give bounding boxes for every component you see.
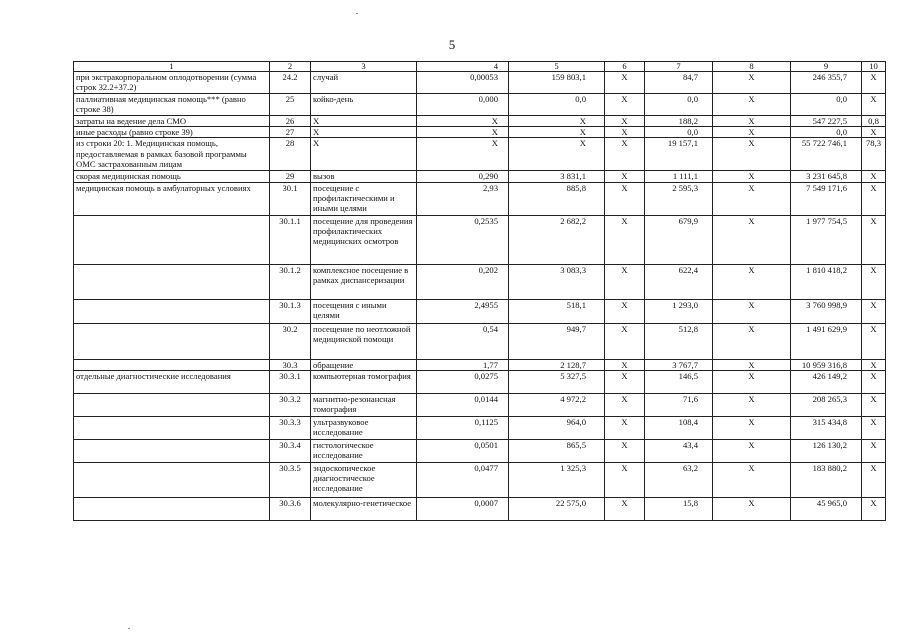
cell-c1: иные расходы (равно строке 39) — [74, 127, 270, 138]
cell-c2: 30.2 — [270, 323, 311, 359]
cell-c10: X — [862, 416, 886, 439]
cell-c3: гистологическое исследование — [311, 439, 417, 462]
table-row — [74, 497, 886, 520]
cell-c3: магнитно-резонансная томография — [311, 393, 417, 416]
cell-c10: X — [862, 94, 886, 116]
cell-c1 — [74, 264, 270, 299]
cell-c1: паллиативная медицинская помощь*** (равно строке 38) — [74, 94, 270, 116]
cell-c5: 4 972,2 — [509, 393, 605, 416]
cell-c4: 0,0144 — [417, 393, 509, 416]
cell-c3: X — [311, 138, 417, 171]
cell-c4: X — [417, 116, 509, 127]
cell-c10: X — [862, 215, 886, 264]
cell-c8: X — [713, 182, 791, 215]
cell-c5: 1 325,3 — [509, 462, 605, 497]
cell-c7: 188,2 — [645, 116, 713, 127]
cell-c1 — [74, 215, 270, 264]
cell-c7: 108,4 — [645, 416, 713, 439]
cell-c6: X — [605, 127, 645, 138]
cell-c9: 426 149,2 — [791, 370, 862, 393]
cell-c10: X — [862, 497, 886, 520]
cell-c3: койко-день — [311, 94, 417, 116]
cell-c4: X — [417, 127, 509, 138]
cell-c10: 78,3 — [862, 138, 886, 171]
cell-c10: X — [862, 72, 886, 94]
cell-c2: 30.1.2 — [270, 264, 311, 299]
cell-c6: X — [605, 497, 645, 520]
header-cell: 2 — [270, 62, 311, 72]
cell-c1: из строки 20: 1. Медицинская помощь, предоставляемая в рамках базовой программы ОМС застрахованным лицам — [74, 138, 270, 171]
table-row — [74, 182, 886, 215]
cell-c6: X — [605, 393, 645, 416]
cell-c2: 30.3.4 — [270, 439, 311, 462]
cell-c1 — [74, 323, 270, 359]
header-cell: 1 — [74, 62, 270, 72]
table-row — [74, 370, 886, 393]
cell-c4: 2,93 — [417, 182, 509, 215]
table-row — [74, 215, 886, 264]
cell-c5: 518,1 — [509, 299, 605, 323]
table-row — [74, 116, 886, 127]
cell-c9: 45 965,0 — [791, 497, 862, 520]
cell-c9: 10 959 316,8 — [791, 359, 862, 370]
cell-c4: 0,000 — [417, 94, 509, 116]
cell-c9: 126 130,2 — [791, 439, 862, 462]
cell-c4: 0,54 — [417, 323, 509, 359]
cell-c5: 949,7 — [509, 323, 605, 359]
cell-c8: X — [713, 116, 791, 127]
cell-c1 — [74, 299, 270, 323]
cell-c2: 28 — [270, 138, 311, 171]
cell-c3: посещение с профилактическими и иными целями — [311, 182, 417, 215]
cell-c3: случай — [311, 72, 417, 94]
header-cell: 3 — [311, 62, 417, 72]
header-row — [74, 62, 886, 72]
table-row — [74, 72, 886, 94]
table-row — [74, 171, 886, 182]
cell-c1 — [74, 439, 270, 462]
cell-c3: компьютерная томография — [311, 370, 417, 393]
table-row — [74, 323, 886, 359]
cell-c10: X — [862, 264, 886, 299]
cell-c10: X — [862, 299, 886, 323]
cell-c9: 3 231 645,8 — [791, 171, 862, 182]
cell-c10: X — [862, 370, 886, 393]
cell-c8: X — [713, 299, 791, 323]
cell-c3: эндоскопическое диагностическое исследование — [311, 462, 417, 497]
cell-c5: X — [509, 116, 605, 127]
cell-c8: X — [713, 138, 791, 171]
cell-c2: 30.1.1 — [270, 215, 311, 264]
cell-c2: 27 — [270, 127, 311, 138]
cell-c9: 7 549 171,6 — [791, 182, 862, 215]
cell-c2: 29 — [270, 171, 311, 182]
cell-c9: 0,0 — [791, 94, 862, 116]
cell-c10: X — [862, 393, 886, 416]
cell-c1 — [74, 359, 270, 370]
cell-c10: 0,8 — [862, 116, 886, 127]
cell-c6: X — [605, 94, 645, 116]
cell-c9: 1 810 418,2 — [791, 264, 862, 299]
header-cell: 9 — [791, 62, 862, 72]
cell-c5: 3 831,1 — [509, 171, 605, 182]
cell-c7: 19 157,1 — [645, 138, 713, 171]
cell-c6: X — [605, 439, 645, 462]
cell-c4: 2,4955 — [417, 299, 509, 323]
header-cell: 6 — [605, 62, 645, 72]
cell-c3: молекулярно-генетическое — [311, 497, 417, 520]
cell-c10: X — [862, 359, 886, 370]
cell-c2: 30.3.3 — [270, 416, 311, 439]
cell-c6: X — [605, 72, 645, 94]
cell-c8: X — [713, 72, 791, 94]
cell-c6: X — [605, 264, 645, 299]
table-row — [74, 138, 886, 171]
cell-c8: X — [713, 462, 791, 497]
cell-c9: 55 722 746,1 — [791, 138, 862, 171]
cell-c7: 0,0 — [645, 94, 713, 116]
cell-c2: 26 — [270, 116, 311, 127]
cell-c4: 0,202 — [417, 264, 509, 299]
cell-c7: 1 293,0 — [645, 299, 713, 323]
table-row — [74, 299, 886, 323]
cell-c9: 3 760 998,9 — [791, 299, 862, 323]
cell-c6: X — [605, 116, 645, 127]
cell-c6: X — [605, 323, 645, 359]
cell-c5: 0,0 — [509, 94, 605, 116]
cell-c3: посещение по неотложной медицинской помощи — [311, 323, 417, 359]
cell-c5: 885,8 — [509, 182, 605, 215]
cell-c5: 5 327,5 — [509, 370, 605, 393]
cell-c4: X — [417, 138, 509, 171]
cell-c1 — [74, 462, 270, 497]
cell-c5: X — [509, 138, 605, 171]
cell-c5: 964,0 — [509, 416, 605, 439]
cell-c3: комплексное посещение в рамках диспансеризации — [311, 264, 417, 299]
cell-c8: X — [713, 370, 791, 393]
cell-c5: 159 803,1 — [509, 72, 605, 94]
cell-c7: 512,8 — [645, 323, 713, 359]
page-number: 5 — [448, 37, 456, 52]
cell-c1: затраты на ведение дела СМО — [74, 116, 270, 127]
cell-c7: 1 111,1 — [645, 171, 713, 182]
cell-c7: 84,7 — [645, 72, 713, 94]
cell-c2: 25 — [270, 94, 311, 116]
cell-c9: 0,0 — [791, 127, 862, 138]
cell-c7: 43,4 — [645, 439, 713, 462]
cell-c4: 0,00053 — [417, 72, 509, 94]
cell-c7: 0,0 — [645, 127, 713, 138]
cell-c8: X — [713, 171, 791, 182]
cell-c1: медицинская помощь в амбулаторных условиях — [74, 182, 270, 215]
cell-c1: отдельные диагностические исследования — [74, 370, 270, 393]
cell-c3: ультразвуковое исследование — [311, 416, 417, 439]
table-row — [74, 94, 886, 116]
cell-c8: X — [713, 497, 791, 520]
cell-c9: 1 977 754,5 — [791, 215, 862, 264]
cell-c8: X — [713, 215, 791, 264]
cell-c4: 0,1125 — [417, 416, 509, 439]
cell-c3: X — [311, 127, 417, 138]
cell-c8: X — [713, 359, 791, 370]
cell-c5: 22 575,0 — [509, 497, 605, 520]
cell-c5: 2 682,2 — [509, 215, 605, 264]
cell-c9: 547 227,5 — [791, 116, 862, 127]
cell-c1: скорая медицинская помощь — [74, 171, 270, 182]
cell-c2: 30.3.2 — [270, 393, 311, 416]
cell-c2: 30.3.1 — [270, 370, 311, 393]
cell-c2: 24.2 — [270, 72, 311, 94]
cell-c9: 315 434,8 — [791, 416, 862, 439]
cell-c1 — [74, 393, 270, 416]
cell-c6: X — [605, 359, 645, 370]
cell-c3: обращение — [311, 359, 417, 370]
cell-c10: X — [862, 171, 886, 182]
cell-c10: X — [862, 462, 886, 497]
cell-c4: 0,0007 — [417, 497, 509, 520]
cell-c10: X — [862, 439, 886, 462]
cell-c6: X — [605, 182, 645, 215]
cell-c3: X — [311, 116, 417, 127]
cell-c8: X — [713, 416, 791, 439]
scan-speck — [128, 628, 130, 629]
header-cell: 5 — [509, 62, 605, 72]
cell-c8: X — [713, 94, 791, 116]
cell-c2: 30.3.6 — [270, 497, 311, 520]
table-row — [74, 393, 886, 416]
cell-c8: X — [713, 264, 791, 299]
table-row — [74, 127, 886, 138]
cell-c4: 1,77 — [417, 359, 509, 370]
cell-c1 — [74, 497, 270, 520]
cell-c6: X — [605, 299, 645, 323]
cell-c1 — [74, 416, 270, 439]
cell-c9: 183 880,2 — [791, 462, 862, 497]
table-row — [74, 264, 886, 299]
cell-c3: посещения с иными целями — [311, 299, 417, 323]
cell-c7: 679,9 — [645, 215, 713, 264]
cell-c6: X — [605, 215, 645, 264]
cell-c8: X — [713, 439, 791, 462]
cell-c6: X — [605, 462, 645, 497]
cell-c7: 622,4 — [645, 264, 713, 299]
cell-c9: 246 355,7 — [791, 72, 862, 94]
cell-c5: 865,5 — [509, 439, 605, 462]
cell-c6: X — [605, 370, 645, 393]
header-cell: 10 — [862, 62, 886, 72]
cell-c4: 0,2535 — [417, 215, 509, 264]
cell-c4: 0,0477 — [417, 462, 509, 497]
cell-c8: X — [713, 393, 791, 416]
cell-c7: 2 595,3 — [645, 182, 713, 215]
cell-c7: 15,8 — [645, 497, 713, 520]
cell-c5: X — [509, 127, 605, 138]
cell-c9: 1 491 629,9 — [791, 323, 862, 359]
cell-c10: X — [862, 127, 886, 138]
cell-c1: при экстракорпоральном оплодотворении (сумма строк 32.2+37.2) — [74, 72, 270, 94]
cell-c5: 3 083,3 — [509, 264, 605, 299]
header-cell: 8 — [713, 62, 791, 72]
cell-c2: 30.1.3 — [270, 299, 311, 323]
cell-c4: 0,0501 — [417, 439, 509, 462]
cell-c3: вызов — [311, 171, 417, 182]
cell-c10: X — [862, 182, 886, 215]
cell-c6: X — [605, 138, 645, 171]
cell-c7: 71,6 — [645, 393, 713, 416]
table-row — [74, 359, 886, 370]
cell-c4: 0,0275 — [417, 370, 509, 393]
cell-c2: 30.3.5 — [270, 462, 311, 497]
cell-c2: 30.1 — [270, 182, 311, 215]
cell-c2: 30.3 — [270, 359, 311, 370]
header-cell: 4 — [417, 62, 509, 72]
cell-c6: X — [605, 171, 645, 182]
table-row — [74, 439, 886, 462]
cell-c8: X — [713, 127, 791, 138]
cell-c7: 63,2 — [645, 462, 713, 497]
cell-c7: 146,5 — [645, 370, 713, 393]
table-row — [74, 416, 886, 439]
cell-c8: X — [713, 323, 791, 359]
header-cell: 7 — [645, 62, 713, 72]
financing-table — [73, 61, 886, 521]
cell-c3: посещение для проведения профилактических медицинских осмотров — [311, 215, 417, 264]
cell-c6: X — [605, 416, 645, 439]
cell-c4: 0,290 — [417, 171, 509, 182]
cell-c7: 3 767,7 — [645, 359, 713, 370]
table-row — [74, 462, 886, 497]
cell-c10: X — [862, 323, 886, 359]
cell-c5: 2 128,7 — [509, 359, 605, 370]
scan-speck — [356, 13, 358, 14]
cell-c9: 208 265,3 — [791, 393, 862, 416]
